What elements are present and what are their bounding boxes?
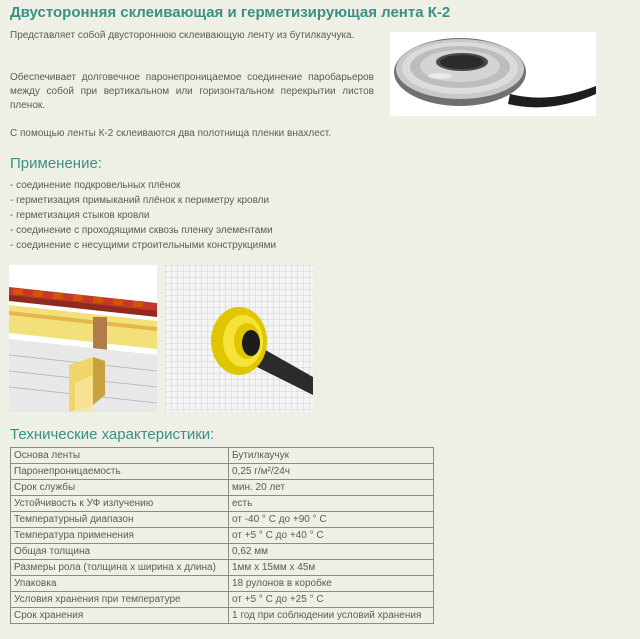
spec-value: от +5 ° С до +25 ° С — [229, 592, 434, 608]
spec-value: мин. 20 лет — [229, 480, 434, 496]
spec-key: Температурный диапазон — [11, 512, 229, 528]
list-item: - соединение подкровельных плёнок — [10, 180, 181, 191]
intro-paragraph-1: Представляет собой двустороннюю склеивающую ленту из бутилкаучука. — [10, 30, 355, 41]
spec-key: Срок службы — [11, 480, 229, 496]
spec-value: от +5 ° С до +40 ° С — [229, 528, 434, 544]
spec-value: есть — [229, 496, 434, 512]
intro-paragraph-2: Обеспечивает долговечное паронепроницаемое соединение паробарьеров между собой при вертикальном или горизонтальном перекрытии листов пленок. — [10, 72, 374, 111]
list-item: - соединение с несущими строительными конструкциями — [10, 240, 277, 251]
list-item: - соединение с проходящими сквозь пленку элементами — [10, 225, 273, 236]
spec-key: Условия хранения при температуре — [11, 592, 229, 608]
spec-key: Температура применения — [11, 528, 229, 544]
spec-value: 18 рулонов в коробке — [229, 576, 434, 592]
spec-value: Бутилкаучук — [229, 448, 434, 464]
table-row — [11, 608, 434, 624]
product-image-tape-roll — [390, 32, 596, 116]
application-list — [10, 178, 276, 253]
spec-key: Упаковка — [11, 576, 229, 592]
intro-text — [10, 29, 374, 141]
application-heading: Применение: — [10, 155, 102, 172]
table-row — [11, 528, 434, 544]
spec-key: Основа ленты — [11, 448, 229, 464]
list-item: - герметизация стыков кровли — [10, 210, 150, 221]
spec-key: Размеры рола (толщина х ширина х длина) — [11, 560, 229, 576]
spec-value: от -40 ° С до +90 ° С — [229, 512, 434, 528]
table-row — [11, 560, 434, 576]
table-row — [11, 496, 434, 512]
page-title: Двусторонняя склеивающая и герметизирующая лента К-2 — [10, 4, 451, 21]
tape-roll-icon — [390, 32, 596, 116]
spec-key: Паронепроницаемость — [11, 464, 229, 480]
roof-diagram-icon — [9, 265, 157, 412]
table-row — [11, 512, 434, 528]
intro-paragraph-3: С помощью ленты К-2 склеиваются два полотнища пленки внахлест. — [10, 128, 332, 139]
table-row — [11, 448, 434, 464]
spec-value: 0,62 мм — [229, 544, 434, 560]
table-row — [11, 544, 434, 560]
table-row — [11, 464, 434, 480]
spec-value: 1 год при соблюдении условий хранения — [229, 608, 434, 624]
roof-illustration — [9, 265, 157, 412]
specs-table — [10, 447, 434, 624]
pipe-seal-illustration — [165, 265, 313, 412]
list-item: - герметизация примыканий плёнок к периметру кровли — [10, 195, 270, 206]
specs-heading: Технические характеристики: — [10, 426, 215, 443]
table-row — [11, 480, 434, 496]
spec-key: Устойчивость к УФ излучению — [11, 496, 229, 512]
spec-value: 1мм х 15мм х 45м — [229, 560, 434, 576]
spec-value: 0,25 г/м²/24ч — [229, 464, 434, 480]
table-row — [11, 576, 434, 592]
spec-key: Общая толщина — [11, 544, 229, 560]
pipe-seal-icon — [165, 265, 313, 412]
table-row — [11, 592, 434, 608]
spec-key: Срок хранения — [11, 608, 229, 624]
